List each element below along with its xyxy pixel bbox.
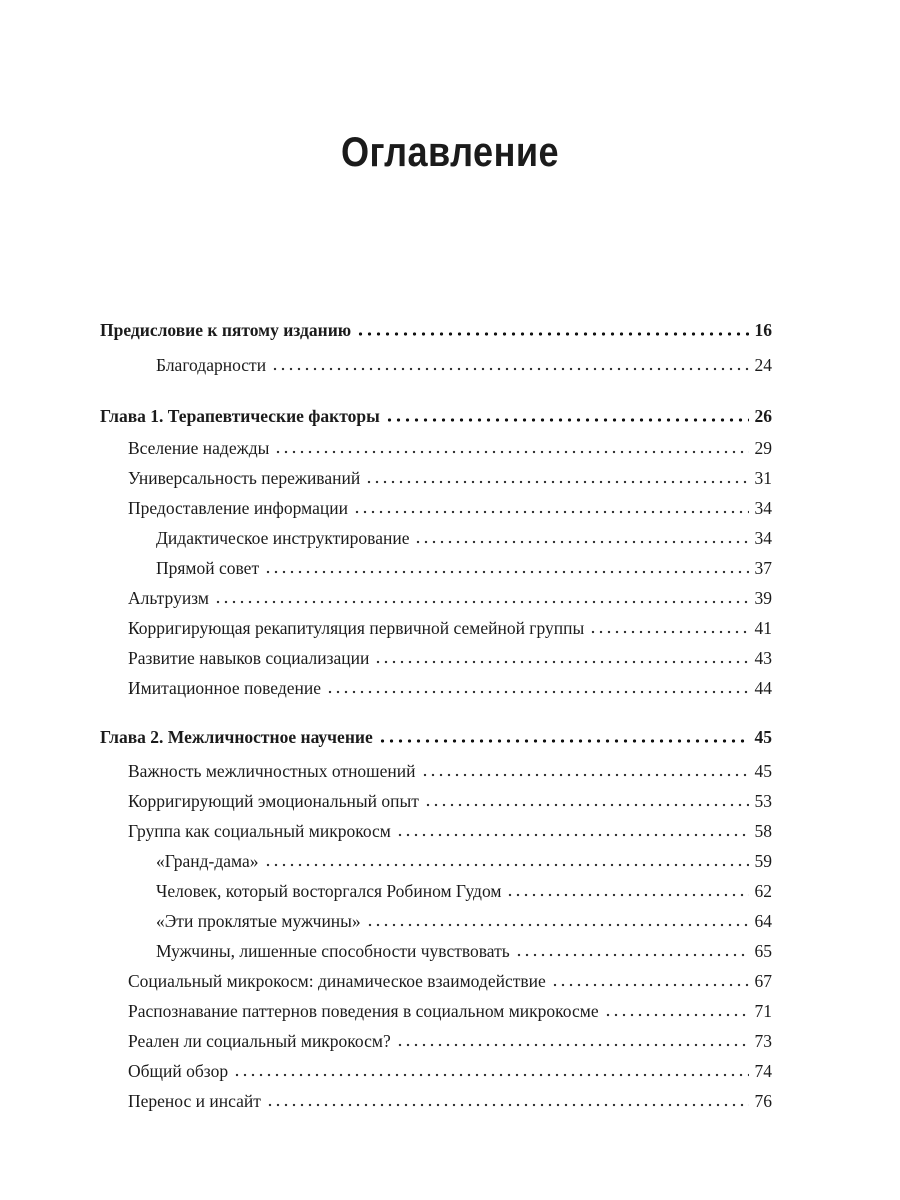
toc-entry-page: 44 xyxy=(754,678,772,698)
toc-entry xyxy=(100,790,772,812)
toc-entry-page: 39 xyxy=(754,588,772,608)
toc-entry-preface xyxy=(100,319,772,341)
toc-entry-label: Мужчины, лишенные способности чувствовать xyxy=(156,941,510,961)
toc-entry-page: 45 xyxy=(754,727,772,747)
toc-entry-page: 62 xyxy=(754,881,772,901)
toc-entry-label: Распознавание паттернов поведения в социальном микрокосме xyxy=(128,1001,599,1021)
dot-leader xyxy=(506,893,748,897)
toc-entry-page: 65 xyxy=(754,941,772,961)
toc-entry-page: 34 xyxy=(754,528,772,548)
dot-leader xyxy=(551,983,749,987)
toc-entry xyxy=(100,437,772,459)
table-of-contents xyxy=(100,0,772,1200)
dot-leader xyxy=(424,803,749,807)
toc-entry-label: Глава 1. Терапевтические факторы xyxy=(100,406,380,426)
dot-leader xyxy=(353,510,749,514)
dot-leader xyxy=(604,1013,749,1017)
toc-entry-page: 24 xyxy=(754,355,772,375)
dot-leader xyxy=(378,739,749,743)
dot-leader xyxy=(414,540,748,544)
toc-entry xyxy=(100,880,772,902)
toc-entry-label: Дидактическое инструктирование xyxy=(156,528,410,548)
toc-entry xyxy=(100,820,772,842)
dot-leader xyxy=(233,1073,748,1077)
toc-entry-acknowledgements xyxy=(100,354,772,376)
dot-leader xyxy=(396,1043,749,1047)
dot-leader xyxy=(264,570,748,574)
dot-leader xyxy=(421,773,749,777)
toc-entry-page: 73 xyxy=(754,1031,772,1051)
toc-entry-page: 43 xyxy=(754,648,772,668)
dot-leader xyxy=(365,480,748,484)
toc-entry-label: Предисловие к пятому изданию xyxy=(100,320,352,340)
dot-leader xyxy=(264,863,749,867)
toc-entry-label: «Гранд-дама» xyxy=(156,851,259,871)
dot-leader xyxy=(396,833,749,837)
dot-leader xyxy=(374,660,748,664)
toc-entry xyxy=(100,940,772,962)
toc-entry xyxy=(100,617,772,639)
toc-entry xyxy=(100,467,772,489)
toc-entry-label: Прямой совет xyxy=(156,558,260,578)
toc-entry-label: Важность межличностных отношений xyxy=(128,761,416,781)
dot-leader xyxy=(385,418,749,422)
dot-leader xyxy=(266,1103,749,1107)
toc-entry-label: Перенос и инсайт xyxy=(128,1091,261,1111)
toc-entry-page: 29 xyxy=(754,438,772,458)
toc-entry xyxy=(100,910,772,932)
toc-entry-label: Реален ли социальный микрокосм? xyxy=(128,1031,391,1051)
toc-entry-page: 74 xyxy=(754,1061,772,1081)
toc-entry xyxy=(100,497,772,519)
toc-entry xyxy=(100,647,772,669)
toc-entry xyxy=(100,527,772,549)
toc-entry-label: Общий обзор xyxy=(128,1061,229,1081)
toc-entry-page: 26 xyxy=(754,406,772,426)
toc-entry xyxy=(100,677,772,699)
toc-entry xyxy=(100,557,772,579)
toc-entry-page: 31 xyxy=(754,468,772,488)
toc-entry xyxy=(100,1060,772,1082)
toc-entry xyxy=(100,970,772,992)
toc-entry-chapter-2 xyxy=(100,726,772,748)
toc-entry-label: Социальный микрокосм: динамическое взаимодействие xyxy=(128,971,546,991)
toc-entry-label: «Эти проклятые мужчины» xyxy=(156,911,361,931)
toc-entry-label: Альтруизм xyxy=(128,588,209,608)
toc-entry-label: Универсальность переживаний xyxy=(128,468,361,488)
toc-entry-page: 34 xyxy=(754,498,772,518)
toc-entry xyxy=(100,760,772,782)
toc-entry-label: Предоставление информации xyxy=(128,498,348,518)
toc-entry xyxy=(100,1030,772,1052)
toc-entry-label: Человек, который восторгался Робином Гудом xyxy=(156,881,502,901)
toc-entry-page: 58 xyxy=(754,821,772,841)
toc-entry-label: Глава 2. Межличностное научение xyxy=(100,727,373,747)
toc-entry-page: 53 xyxy=(754,791,772,811)
dot-leader xyxy=(515,953,749,957)
toc-entry-label: Благодарности xyxy=(156,355,267,375)
toc-entry-page: 76 xyxy=(754,1091,772,1111)
toc-entry-label: Группа как социальный микрокосм xyxy=(128,821,391,841)
toc-entry-page: 45 xyxy=(754,761,772,781)
toc-entry-label: Корригирующая рекапитуляция первичной семейной группы xyxy=(128,618,585,638)
toc-entry-page: 64 xyxy=(754,911,772,931)
toc-entry xyxy=(100,1090,772,1112)
dot-leader xyxy=(214,600,749,604)
dot-leader xyxy=(274,450,748,454)
toc-entry-label: Корригирующий эмоциональный опыт xyxy=(128,791,419,811)
toc-entry-page: 59 xyxy=(754,851,772,871)
toc-entry xyxy=(100,1000,772,1022)
toc-entry-chapter-1 xyxy=(100,405,772,427)
toc-entry-page: 67 xyxy=(754,971,772,991)
toc-entry-page: 41 xyxy=(754,618,772,638)
toc-entry-page: 37 xyxy=(754,558,772,578)
dot-leader xyxy=(326,690,748,694)
toc-entry-label: Развитие навыков социализации xyxy=(128,648,370,668)
dot-leader xyxy=(589,630,748,634)
toc-entry-label: Вселение надежды xyxy=(128,438,270,458)
toc-entry xyxy=(100,850,772,872)
toc-entry-page: 71 xyxy=(754,1001,772,1021)
toc-entry-label: Имитационное поведение xyxy=(128,678,322,698)
dot-leader xyxy=(356,332,748,336)
toc-entry xyxy=(100,587,772,609)
dot-leader xyxy=(271,367,748,371)
dot-leader xyxy=(366,923,749,927)
toc-entry-page: 16 xyxy=(754,320,772,340)
page-title: Оглавление xyxy=(341,128,559,175)
